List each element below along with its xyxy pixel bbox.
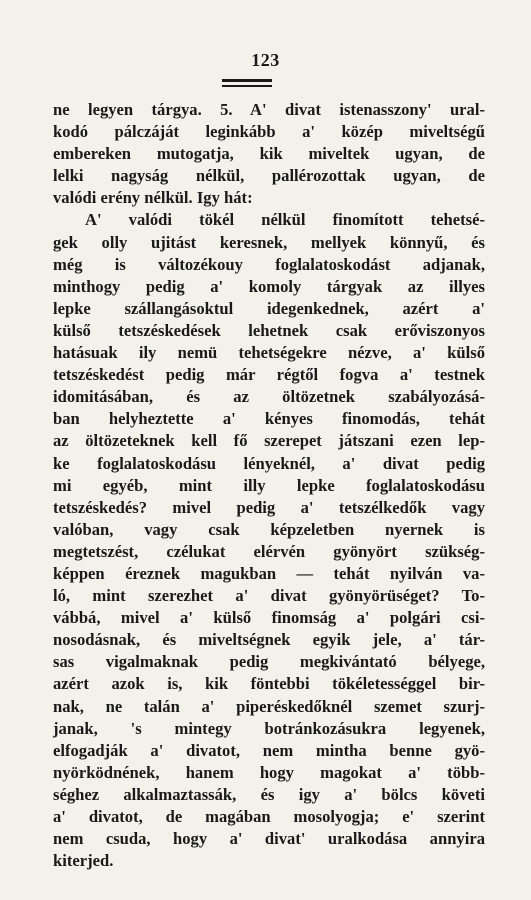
text-line: a' divatot, de magában mosolyogja; e' szerint — [53, 807, 485, 826]
text-line: valódi erény nélkül. Igy hát: — [53, 188, 253, 208]
text-line: sas vigalmaknak pedig megkivántató bélyege, — [53, 652, 485, 672]
body-text — [53, 99, 485, 872]
header-rule-thick — [222, 79, 272, 82]
text-line: gek olly ujitást keresnek, mellyek könnyű, és — [53, 232, 485, 252]
text-line: idomitásában, és az öltözetnek szabályozásá- — [53, 387, 485, 407]
text-line: A' valódi tökél nélkül finomított tehetsé- — [85, 210, 485, 230]
text-line: janak, 's mintegy botránkozásukra legyenek, — [53, 718, 485, 738]
text-line: ke foglalatoskodásu lényeknél, a' divat pedig — [53, 453, 485, 473]
text-line: nem csuda, hogy a' divat' uralkodása annyira — [53, 829, 485, 849]
text-line: elfogadják a' divatot, nem mintha benne gyö- — [53, 740, 485, 760]
text-line: ló, mint szerezhet a' divat gyönyörüséget? To- — [53, 586, 485, 606]
text-line: ban helyheztette a' kényes finomodás, tehát — [53, 409, 485, 429]
text-line: még is változékouy foglalatoskodást adjanak, — [53, 254, 485, 274]
text-line: kodó pálczáját leginkább a' közép miveltségű — [53, 122, 485, 142]
text-line: minthogy pedig a' komoly tárgyak az illyes — [53, 276, 485, 296]
text-line: séghez alkalmaztassák, és igy a' bölcs követi — [53, 784, 485, 804]
text-line: ne legyen tárgya. 5. A' divat istenasszony' ural- — [53, 100, 485, 119]
text-line: képpen éreznek magukban — tehát nyilván va- — [53, 563, 485, 583]
text-line: nyörködnének, hanem hogy magokat a' több- — [53, 762, 485, 782]
text-line: embereken mutogatja, kik miveltek ugyan, de — [53, 144, 485, 164]
text-line: azért azok is, kik föntebbi tökéletességgel bir- — [53, 674, 485, 694]
text-line: lelki nagyság nélkül, pallérozottak ugyan, de — [53, 166, 485, 186]
text-line: nak, ne talán a' piperéskedőknél szemet szurj- — [53, 696, 485, 716]
text-line: vábbá, mivel a' külső finomság a' polgári csi- — [53, 608, 485, 628]
page-number: 123 — [251, 50, 280, 70]
text-line: tetszéskedést pedig már régtől fogva a' testnek — [53, 365, 485, 385]
text-line: az öltözeteknek kell fő szerepet játszani ezen lep- — [53, 431, 485, 451]
text-line: nosodásnak, és miveltségnek egyik jele, a' tár- — [53, 630, 485, 650]
text-line: tetszéskedés? mivel pedig a' tetszélkedők vagy — [53, 497, 485, 517]
header-rule-thin — [222, 85, 272, 87]
text-line: kiterjed. — [53, 851, 114, 871]
text-line: mi egyéb, mint illy lepke foglalatoskodásu — [53, 475, 485, 495]
text-line: hatásuak ily nemü tehetségekre nézve, a' külső — [53, 343, 485, 363]
text-line: lepke szállangásoktul idegenkednek, azért a' — [53, 298, 485, 318]
text-line: megtetszést, czélukat elérvén gyönyört szükség- — [53, 541, 485, 561]
text-line: külső tetszéskedések lehetnek csak erőviszonyos — [53, 320, 485, 340]
text-line: valóban, vagy csak képzeletben nyernek is — [53, 519, 485, 539]
